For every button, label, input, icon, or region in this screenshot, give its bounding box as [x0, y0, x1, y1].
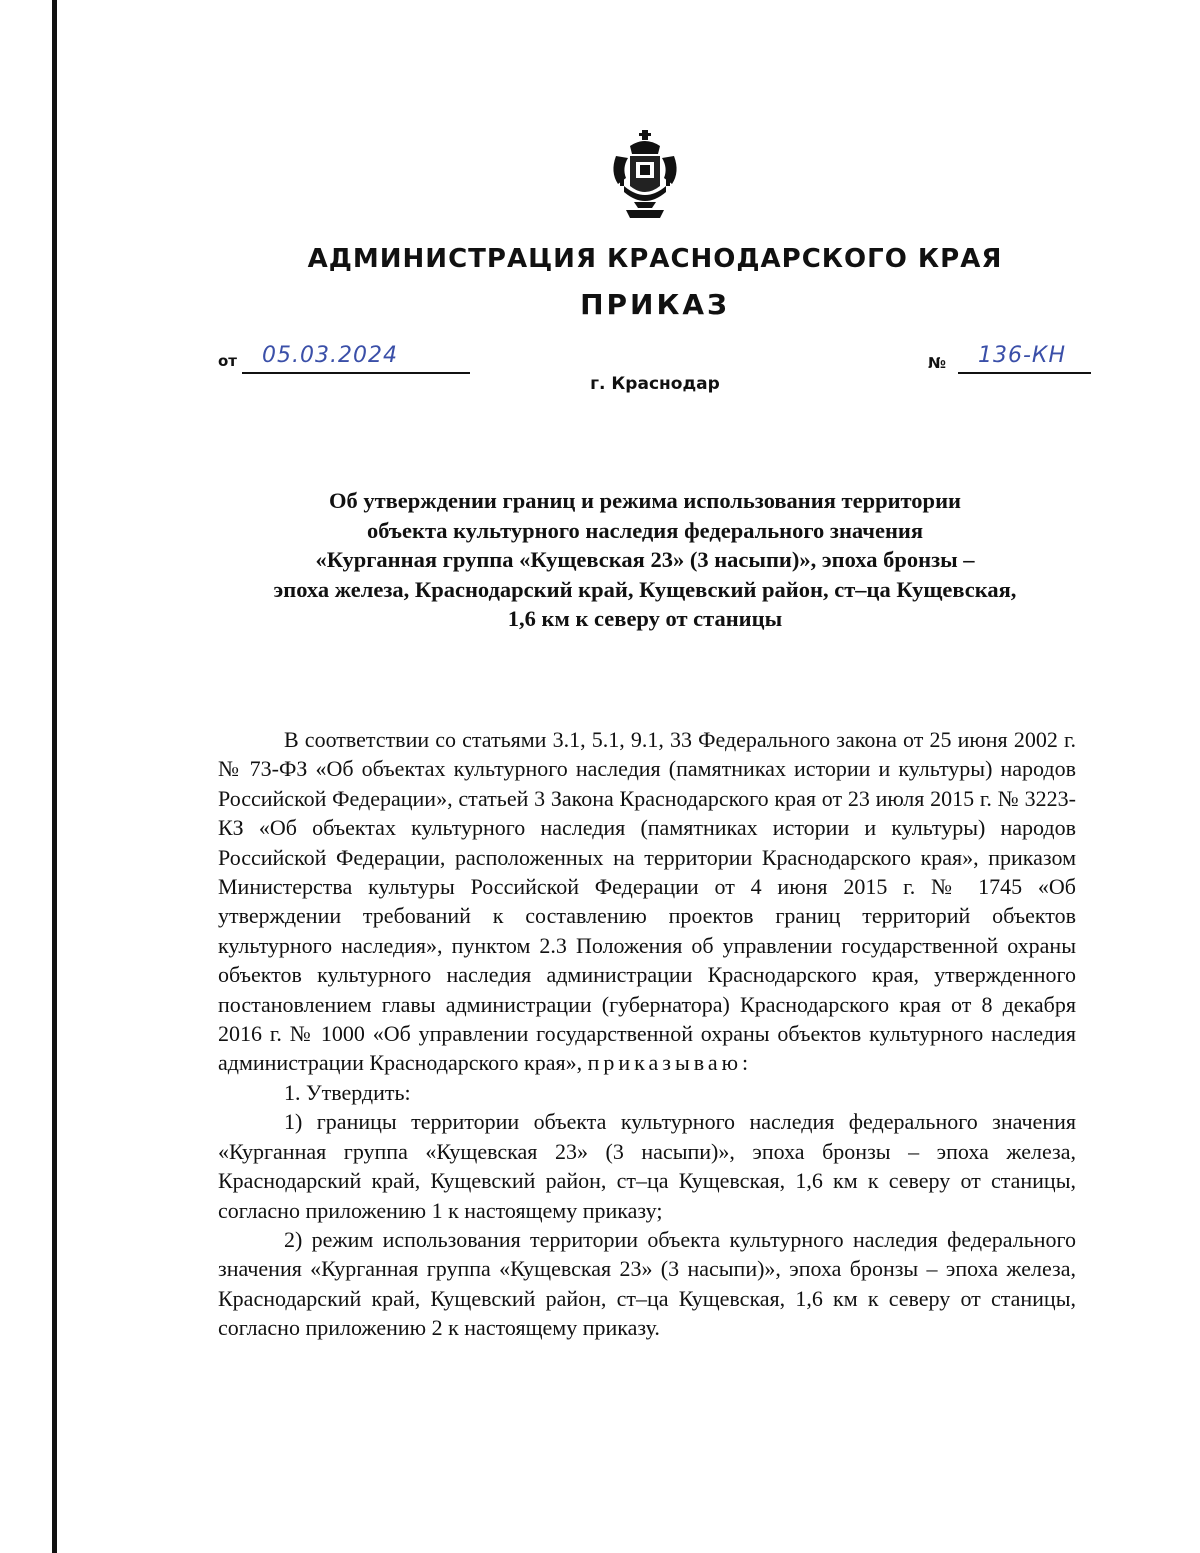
- subject-line: объекта культурного наследия федерального значения: [366, 517, 924, 543]
- preamble-text: В соответствии со статьями 3.1, 5.1, 9.1, 33 Федерального закона от 25 июня 2002 г. № 73-ФЗ «Об объектах культурного наследия (памятниках истории и культуры) народов Российской Федерации», статьей 3 Закона Краснодарского края от 23 июля 2015 г. № 3223-КЗ «Об объектах культурного наследия (памятниках истории и культуры) народов Российской Федерации, расположенных на территории Краснодарского края», приказом Министерства культуры Российской Федерации от 4 июня 2015 г. № 1745 «Об утверждении требований к составлению проектов границ территорий объектов культурного наследия», пунктом 2.3 Положения об управлении государственной охраны объектов культурного наследия администрации Краснодарского края, утвержденного постановлением главы администрации (губернатора) Краснодарского края от 8 декабря 2016 г. № 1000 «Об управлении государственной охраны объектов культурного наследия администрации Краснодарского края»,: [218, 727, 1076, 1076]
- subject-line: Об утверждении границ и режима использования территории: [328, 488, 962, 513]
- preamble-paragraph: [218, 725, 1076, 1078]
- scan-edge-border: [52, 0, 57, 1553]
- document-type: ПРИКАЗ: [580, 288, 730, 321]
- subject-line: эпоха железа, Краснодарский край, Кущевский район, ст–ца Кущевская,: [273, 576, 1017, 602]
- organization-title: АДМИНИСТРАЦИЯ КРАСНОДАРСКОГО КРАЯ: [307, 244, 1003, 274]
- date-value: 05.03.2024: [262, 343, 398, 368]
- number-label: №: [928, 354, 947, 372]
- item-1-2: 2) режим использования территории объекта культурного наследия федерального значения «Курганная группа «Кущевская 23» (3 насыпи)», эпоха бронзы – эпоха железа, Краснодарский край, Кущевский район, ст–ца Кущевская, 1,6 км к северу от станицы, согласно приложению 2 к настоящему приказу.: [218, 1226, 1076, 1341]
- document-subject: [200, 486, 1090, 634]
- subject-line: «Курганная группа «Кущевская 23» (3 насыпи)», эпоха бронзы –: [315, 547, 975, 572]
- subject-line: 1,6 км к северу от станицы: [507, 606, 783, 631]
- city: г. Краснодар: [590, 374, 720, 394]
- date-label: от: [218, 352, 237, 370]
- coat-of-arms-icon: [606, 128, 684, 224]
- order-word: приказываю:: [587, 1050, 753, 1076]
- item-1-1: 1) границы территории объекта культурного наследия федерального значения «Курганная группа «Кущевская 23» (3 насыпи)», эпоха бронзы – эпоха железа, Краснодарский край, Кущевский район, ст–ца Кущевская, 1,6 км к северу от станицы, согласно приложению 1 к настоящему приказу;: [218, 1109, 1076, 1223]
- document-body: [218, 725, 1076, 1343]
- number-value: 136-КН: [978, 343, 1067, 368]
- item-1: 1. Утвердить:: [284, 1079, 411, 1105]
